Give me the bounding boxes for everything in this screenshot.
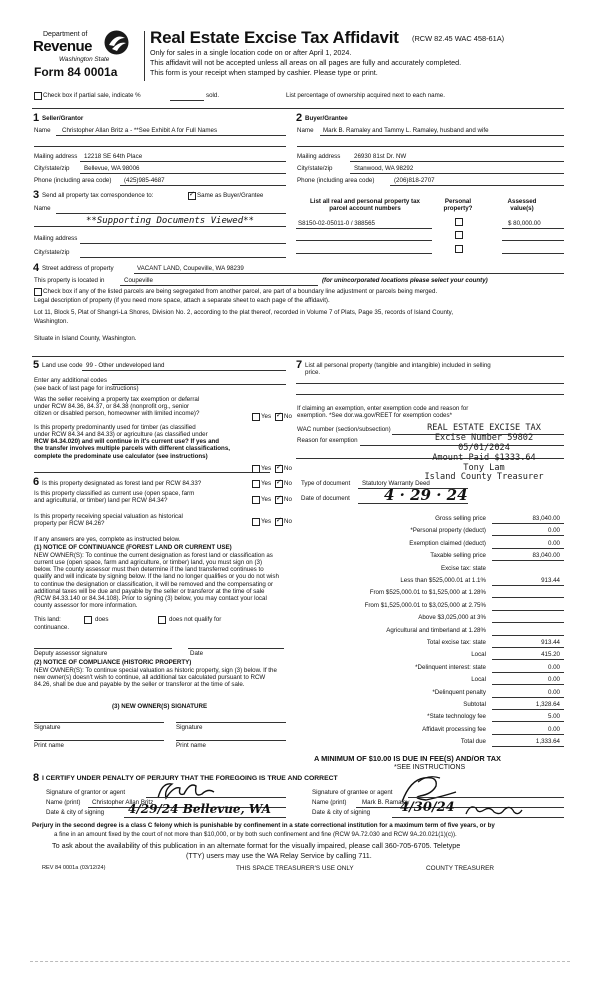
- buyer-title: Buyer/Grantee: [305, 115, 348, 122]
- grantor-name[interactable]: Christopher Allan Britz: [92, 799, 154, 806]
- treasurer-use-only: THIS SPACE TREASURER'S USE ONLY: [236, 865, 354, 872]
- calc-row-line: [492, 635, 564, 636]
- correspondence-name-label: Name: [34, 205, 51, 212]
- located-value[interactable]: Coupeville: [124, 277, 153, 284]
- deputy-signature-label: Deputy assessor signature: [34, 650, 108, 657]
- correspondence-label: Send all property tax correspondence to:: [42, 192, 154, 199]
- calc-row-line: [492, 610, 564, 611]
- rev-number: REV 84 0001a (03/12/24): [42, 865, 106, 871]
- owner-print-label-1: Print name: [34, 742, 64, 749]
- if-yes-note: If any answers are yes, complete as instructed below.: [34, 536, 181, 543]
- owner-print-label-2: Print name: [176, 742, 206, 749]
- calc-row-value[interactable]: 83,040.00: [532, 515, 560, 522]
- forest-no-label: No: [284, 480, 292, 487]
- calc-row-line: [492, 560, 564, 561]
- buyer-mail[interactable]: 26930 81st Dr. NW: [354, 153, 407, 160]
- calc-row-value[interactable]: 83,040.00: [532, 552, 560, 560]
- correspondence-mail-label: Mailing address: [34, 235, 78, 242]
- correspondence-city-label: City/state/zip: [34, 249, 70, 256]
- seller-city[interactable]: Bellevue, WA 98006: [84, 165, 140, 172]
- header-divider: [144, 31, 145, 81]
- calc-row-label: Gross selling price: [435, 515, 486, 522]
- calc-row-value[interactable]: 0.00: [547, 527, 560, 535]
- personal-property-checkbox-2[interactable]: [455, 231, 463, 239]
- calc-row-line: [492, 523, 564, 524]
- calc-row-value[interactable]: 1,333.64: [535, 738, 560, 746]
- calc-row-line: [492, 585, 564, 586]
- additional-codes-label: Enter any additional codes: [34, 377, 107, 384]
- seller-name-label: Name: [34, 127, 51, 134]
- doc-type-label: Type of document: [301, 480, 351, 487]
- calc-row-value[interactable]: 0.00: [547, 539, 560, 547]
- doc-date[interactable]: 4 · 29 · 24: [384, 486, 468, 504]
- calc-row-value[interactable]: 415.20: [541, 651, 560, 659]
- form-number: Form 84 0001a: [34, 65, 118, 79]
- grantor-date-city[interactable]: 4/29/24 Bellevue, WA: [128, 802, 271, 816]
- partial-sale-checkbox[interactable]: [34, 92, 42, 100]
- calc-row-label: Taxable selling price: [430, 552, 486, 560]
- calc-row-line: [492, 647, 564, 648]
- minimum-fee-notice: A MINIMUM OF $10.00 IS DUE IN FEE(S) AND/OR TAX: [314, 754, 501, 763]
- calc-row-line: [492, 622, 564, 623]
- dept-of-label: Department of: [43, 31, 88, 38]
- calc-row-value[interactable]: 0.00: [547, 663, 560, 671]
- ownership-pct-label: List percentage of ownership acquired next to each name.: [286, 92, 445, 99]
- calc-row-label: Agricultural and timberland at 1.28%: [386, 626, 486, 634]
- legal-desc-line-3[interactable]: Situate in Island County, Washington.: [34, 335, 137, 342]
- calc-row-label: *Delinquent penalty: [432, 688, 486, 696]
- section-8-number: 8: [33, 772, 40, 784]
- grantee-city-scrawl: [464, 802, 524, 818]
- notice-2-body: NEW OWNER(S): To continue special valuation as historic property, sign (3) below. If the new owner(s) doesn't wish to continue, all additional tax calculated pursuant to RCW 84.26, shall be due and payable by the seller or transferor at the time of sale.: [34, 667, 277, 689]
- section-1-number: 1: [33, 112, 40, 124]
- seller-phone[interactable]: (425)985-4687: [124, 177, 165, 184]
- parcel-number[interactable]: S8150-02-05011-0 / 388565: [298, 220, 375, 227]
- current-use-no-checkbox[interactable]: [275, 496, 283, 504]
- seller-city-label: City/state/zip: [34, 165, 70, 172]
- dor-logo-icon: [103, 29, 130, 56]
- calc-row-line: [492, 709, 564, 710]
- calc-row-label: Total due: [460, 738, 486, 746]
- current-use-no-label: No: [284, 496, 292, 503]
- grantee-signature-label: Signature of grantee or agent: [312, 789, 393, 796]
- calc-row-label: From $525,000.01 to $1,525,000 at 1.28%: [369, 589, 486, 597]
- calc-row-label: *State technology fee: [427, 713, 486, 721]
- timber-no-label: No: [284, 465, 292, 472]
- personal-property-checkbox-1[interactable]: [455, 218, 463, 226]
- legal-desc-line-2[interactable]: Washington.: [34, 318, 69, 325]
- section-2-number: 2: [296, 112, 303, 124]
- grantor-date-city-label: Date & city of signing: [46, 809, 105, 816]
- calc-row-label: Local: [471, 676, 486, 684]
- calc-row-line: [492, 721, 564, 722]
- calc-row-line: [492, 734, 564, 735]
- calc-row-label: *Delinquent interest: state: [415, 663, 486, 671]
- doc-date-label: Date of document: [301, 495, 350, 502]
- segregated-label: Check box if any of the listed parcels are being segregated from another parcel, are part of a boundary line adjustment or parcels being merged.: [43, 288, 438, 295]
- exemption-yes-checkbox[interactable]: [252, 413, 260, 421]
- wac-label: WAC number (section/subsection): [297, 426, 391, 433]
- historic-question: Is this property receiving special valuation as historical property per RCW 84.26?: [34, 513, 183, 528]
- does-not-checkbox[interactable]: [158, 616, 166, 624]
- land-use-code[interactable]: 99 - Other undeveloped land: [86, 362, 165, 369]
- perjury-line-1: Perjury in the second degree is a class C felony which is punishable by confinement in a state correctional institution for a maximum term of five years, or by: [32, 822, 495, 829]
- calc-row-value[interactable]: 913.44: [541, 639, 560, 646]
- historic-yes-label: Yes: [261, 518, 272, 525]
- section-5-number: 5: [33, 359, 40, 371]
- street-label: Street address of property: [42, 265, 114, 272]
- timber-question: Is this property predominantly used for timber (as classified under RCW 84.34 and 84.33) or agriculture (as classified under RCW 84.34.020) and will continue in it's current use? If yes and the transfer involves multiple parcels with different classifications, complete the predominate use calculator (see instructions): [34, 424, 230, 460]
- doc-type[interactable]: Statutory Warranty Deed: [362, 480, 430, 487]
- historic-no-checkbox[interactable]: [275, 518, 283, 526]
- segregated-checkbox[interactable]: [34, 288, 42, 296]
- legal-desc-label: Legal description of property (if you need more space, attach a separate sheet to each page of the affidavit).: [34, 297, 330, 304]
- exemption-claim-label: If claiming an exemption, enter exemption code and reason for exemption. *See dor.wa.gov/REET for exemption codes*: [297, 405, 469, 420]
- calc-row-label: Excise tax: state: [440, 564, 486, 572]
- see-instructions-note: *SEE INSTRUCTIONS: [394, 764, 466, 771]
- calc-row-line: [492, 697, 564, 698]
- calc-row-label: Less than $525,000.01 at 1.1%: [400, 577, 486, 584]
- timber-yes-checkbox[interactable]: [252, 465, 260, 473]
- section-4-number: 4: [33, 262, 40, 274]
- grantor-name-label: Name (print): [46, 799, 81, 806]
- calc-row-label: Exemption claimed (deduct): [409, 539, 486, 547]
- exemption-no-checkbox[interactable]: [275, 413, 283, 421]
- calc-row-label: Subtotal: [463, 701, 486, 708]
- calc-row-value[interactable]: 1,328.64: [535, 701, 560, 708]
- calc-row-label: *Personal property (deduct): [410, 527, 486, 535]
- grantor-signature-label: Signature of grantor or agent: [46, 789, 126, 796]
- header-line-2: This affidavit will not be accepted unless all areas on all pages are fully and accurately completed.: [150, 58, 462, 67]
- washington-state-label: Washington State: [59, 56, 110, 63]
- located-label: This property is located in: [34, 277, 105, 284]
- forest-question: Is this property designated as forest land per RCW 84.33?: [42, 480, 202, 487]
- historic-no-label: No: [284, 518, 292, 525]
- partial-sale-label: Check box if partial sale, indicate %: [43, 92, 141, 99]
- calc-row-value[interactable]: 0.00: [547, 688, 560, 696]
- same-as-buyer-label: Same as Buyer/Grantee: [197, 192, 264, 199]
- seller-name[interactable]: Christopher Allan Britz a - **See Exhibit A for Full Names: [62, 127, 218, 134]
- seller-phone-label: Phone (including area code): [34, 177, 112, 184]
- owner-signature-label-2: Signature: [176, 724, 203, 731]
- seller-mail[interactable]: 12218 SE 64th Place: [84, 153, 143, 160]
- exemption-yes-label: Yes: [261, 413, 272, 420]
- calc-row-line: [492, 672, 564, 673]
- current-use-question: Is this property classified as current use (open space, farm and agricultural, or timber) land per RCW 84.34?: [34, 490, 195, 505]
- additional-codes-note: (see back of last page for instructions): [34, 385, 139, 392]
- street-address[interactable]: VACANT LAND, Coupeville, WA 98239: [137, 265, 244, 272]
- historic-yes-checkbox[interactable]: [252, 518, 260, 526]
- buyer-phone-label: Phone (including area code): [297, 177, 375, 184]
- calc-row-line: [492, 535, 564, 536]
- calc-row-label: Local: [471, 651, 486, 659]
- calc-row-label: Total excise tax: state: [426, 639, 486, 646]
- does-checkbox[interactable]: [84, 616, 92, 624]
- unincorporated-note: (for unincorporated locations please select your county): [322, 277, 488, 284]
- grantee-name[interactable]: Mark B. Ramaley: [362, 799, 410, 806]
- partial-sold-label: sold.: [206, 92, 220, 99]
- notice-2-title: (2) NOTICE OF COMPLIANCE (HISTORIC PROPERTY): [34, 659, 192, 666]
- calc-row-label: Affidavit processing fee: [422, 725, 486, 733]
- calc-row-label: From $1,525,000.01 to $3,025,000 at 2.75%: [364, 601, 486, 609]
- alt-format-line-1: To ask about the availability of this publication in an alternate format for the visually impaired, please call 360-705-6705. Teletype: [52, 841, 461, 850]
- buyer-phone[interactable]: (206)818-2707: [394, 177, 435, 184]
- reason-label: Reason for exemption: [297, 437, 358, 444]
- seller-mail-label: Mailing address: [34, 153, 78, 160]
- grantee-date-city[interactable]: 4/30/24: [400, 800, 455, 815]
- section-6-number: 6: [33, 476, 40, 488]
- buyer-name[interactable]: Mark B. Ramaley and Tammy L. Ramaley, husband and wife: [323, 127, 489, 134]
- calc-row-line: [492, 684, 564, 685]
- calc-row-value[interactable]: 5.00: [547, 713, 560, 721]
- calc-row-line: [492, 597, 564, 598]
- new-owner-signature-title: (3) NEW OWNER(S) SIGNATURE: [112, 703, 208, 710]
- buyer-name-label: Name: [297, 127, 314, 134]
- legal-desc-line-1[interactable]: Lot 11, Block 5, Plat of Shangri-La Shores, Division No. 2, according to the plat thereof, recorded in Volume 7 of Plats, Page 35, records of Island County,: [34, 309, 454, 316]
- form-rcw: (RCW 82.45 WAC 458-61A): [412, 34, 505, 43]
- calc-row-value[interactable]: 0.00: [547, 676, 560, 684]
- buyer-city[interactable]: Stanwood, WA 98292: [354, 165, 414, 172]
- notice-1-body: NEW OWNER(S): To continue the current designation as forest land or classification as current use (open space, farm and agriculture, or timber) land, you must sign on (3) below. The county assessor must then determine if the land transferred continues to qualify and will indicate by signing below. If the land no longer qualifies or you do not wish to continue the designation or classification, it will be removed and the compensating or additional taxes will be due and payable by the seller or transferor at the time of sale (RCW 84.33.140 or 84.34.108). Prior to signing (3) below, you may contact your local county assessor for more information.: [34, 552, 279, 609]
- treasurer-receipt-stamp: REAL ESTATE EXCISE TAX Excise Number 59802 05/01/2024 Amount Paid $1333.64 Tony Lam Island County Treasurer: [424, 423, 544, 483]
- calc-row-label: Above $3,025,000 at 3%: [418, 614, 486, 622]
- current-use-yes-checkbox[interactable]: [252, 496, 260, 504]
- grantee-date-city-label: Date & city of signing: [312, 809, 371, 816]
- calc-row-value[interactable]: 0.00: [547, 725, 560, 733]
- header-line-1: Only for sales in a single location code on or after April 1, 2024.: [150, 48, 352, 57]
- revenue-logo-text: Revenue: [33, 38, 93, 55]
- parcel-col-header: List all real and personal property tax parcel account numbers: [309, 198, 421, 213]
- section-7-number: 7: [296, 359, 303, 371]
- timber-yes-label: Yes: [261, 465, 272, 472]
- deputy-date-label: Date: [190, 650, 204, 657]
- personal-property-label: List all personal property (tangible and intangible) included in selling price.: [305, 362, 491, 377]
- form-title: Real Estate Excise Tax Affidavit: [150, 28, 399, 47]
- continuance-label: continuance.: [34, 624, 70, 631]
- forest-yes-checkbox[interactable]: [252, 480, 260, 488]
- alt-format-line-2: (TTY) users may use the WA Relay Service by calling 711.: [186, 851, 372, 860]
- calc-row-line: [492, 659, 564, 660]
- forest-no-checkbox[interactable]: [275, 480, 283, 488]
- buyer-mail-label: Mailing address: [297, 153, 341, 160]
- notice-1-title: (1) NOTICE OF CONTINUANCE (FOREST LAND OR CURRENT USE): [34, 544, 232, 551]
- same-as-buyer-checkbox[interactable]: [188, 192, 196, 200]
- owner-signature-label-1: Signature: [34, 724, 61, 731]
- personal-col-header: Personal property?: [443, 198, 473, 213]
- this-land-label: This land:: [34, 616, 61, 623]
- calc-row-line: [492, 746, 564, 747]
- seller-title: Seller/Grantor: [42, 115, 84, 122]
- section-3-number: 3: [33, 189, 40, 201]
- grantee-name-label: Name (print): [312, 799, 347, 806]
- supporting-docs-stamp: **Supporting Documents Viewed**: [86, 216, 254, 226]
- perjury-line-2: a fine in an amount fixed by the court of not more than $10,000, or by both such confinement and fine (RCW 9A.72.030 and RCW 9A.20.021(1)(c)).: [54, 831, 457, 838]
- current-use-yes-label: Yes: [261, 496, 272, 503]
- buyer-city-label: City/state/zip: [297, 165, 333, 172]
- timber-no-checkbox[interactable]: [275, 465, 283, 473]
- exemption-question: Was the seller receiving a property tax exemption or deferral under RCW 84.36, 84.37, or 84.38 (nonprofit org., senior citizen or disabled person, homeowner with limited income)?: [34, 396, 200, 418]
- does-not-label: does not qualify for: [169, 616, 222, 623]
- does-label: does: [95, 616, 109, 623]
- header-line-3: This form is your receipt when stamped by cashier. Please type or print.: [150, 68, 378, 77]
- personal-property-checkbox-3[interactable]: [455, 245, 463, 253]
- assessed-value[interactable]: $ 80,000.00: [508, 220, 541, 227]
- certify-title: I CERTIFY UNDER PENALTY OF PERJURY THAT THE FOREGOING IS TRUE AND CORRECT: [42, 775, 338, 782]
- forest-yes-label: Yes: [261, 480, 272, 487]
- assessed-col-header: Assessed value(s): [507, 198, 537, 213]
- land-use-label: Land use code: [42, 362, 83, 369]
- county-treasurer-label: COUNTY TREASURER: [426, 865, 494, 872]
- calc-row-value[interactable]: 913.44: [541, 577, 560, 584]
- exemption-no-label: No: [284, 413, 292, 420]
- calc-row-line: [492, 548, 564, 549]
